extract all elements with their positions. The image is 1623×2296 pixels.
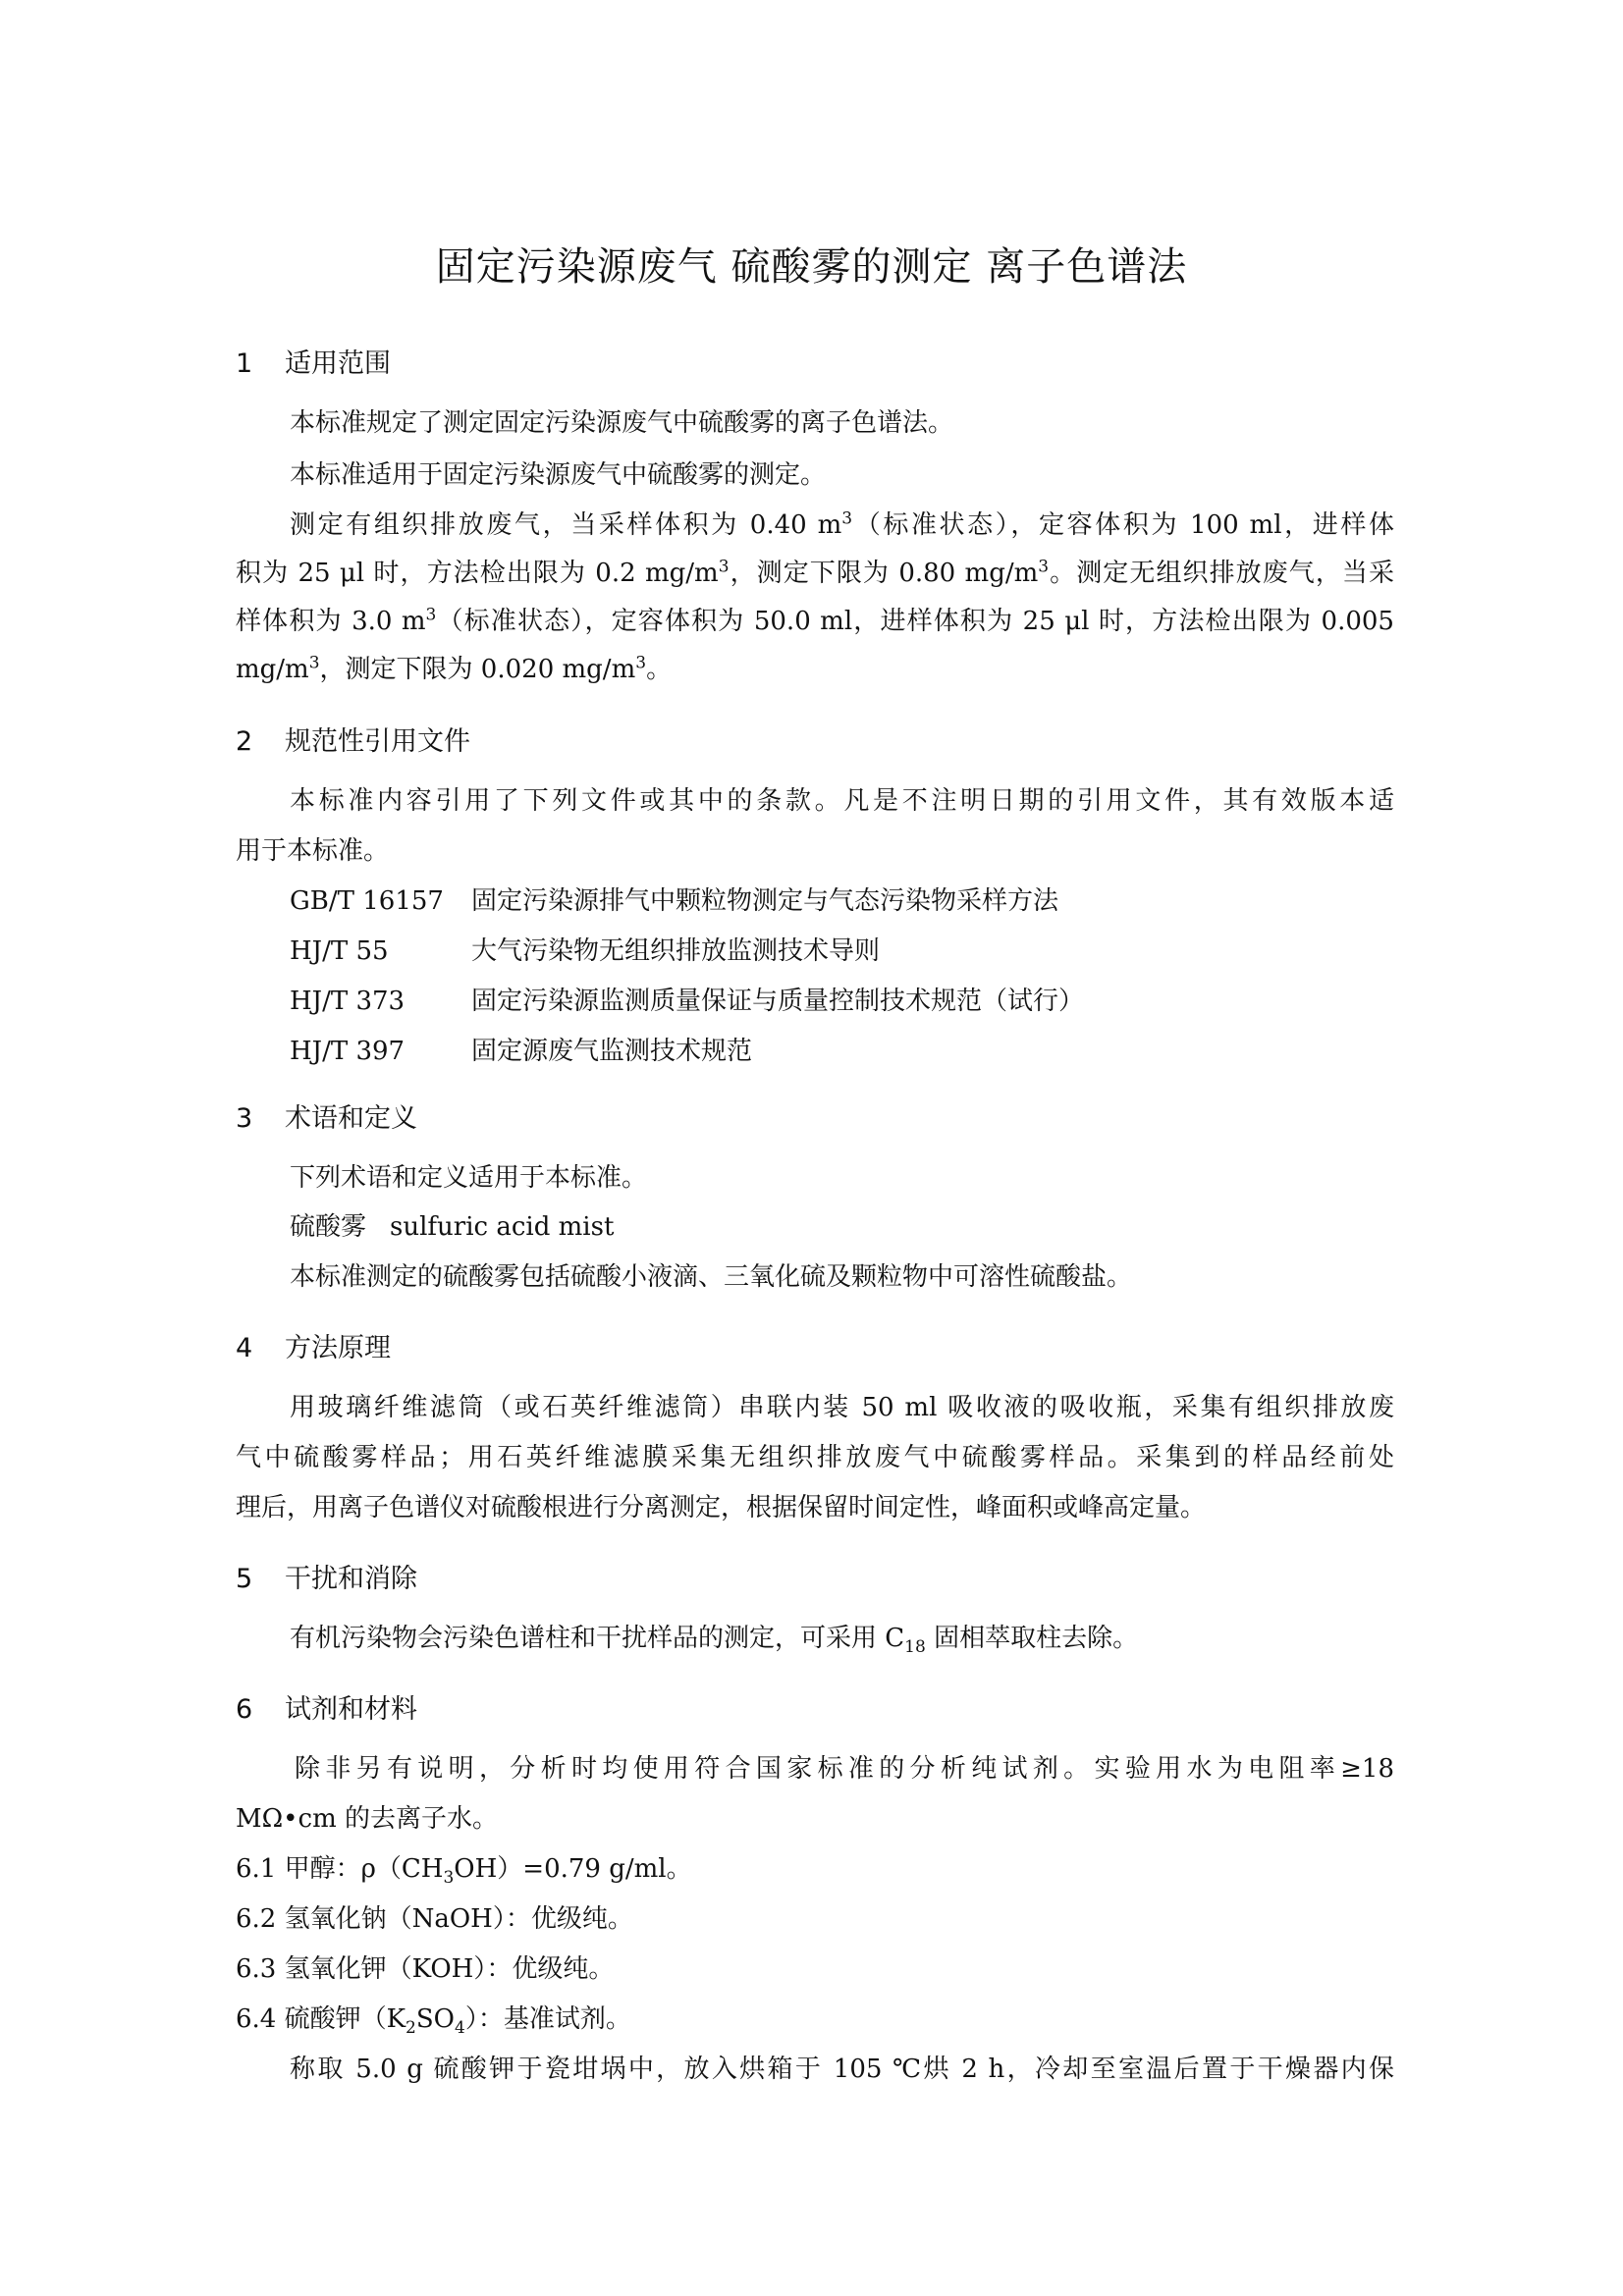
section-number: 6 (236, 1694, 253, 1725)
paragraph-line: 本标准测定的硫酸雾包括硫酸小液滴、三氧化硫及颗粒物中可溶性硫酸盐。 (290, 1262, 1133, 1292)
paragraph-line: $mg/m^3$，测定下限为 0.020 $mg/m^3$。 (236, 653, 673, 684)
section-3-heading (236, 1096, 417, 1135)
paragraph-line: 理后，用离子色谱仪对硫酸根进行分离测定，根据保留时间定性，峰面积或峰高定量。 (236, 1493, 1207, 1522)
paragraph-line: 气中硫酸雾样品；用石英纤维滤膜采集无组织排放废气中硫酸雾样品。采集到的样品经前处 (236, 1443, 1394, 1472)
paragraph-line: 有机污染物会污染色谱柱和干扰样品的测定，可采用 $C_{18}$ 固相萃取柱去除。 (290, 1624, 1139, 1658)
paragraph-line: 称取 5.0 g 硫酸钾于瓷坩埚中，放入烘箱于 105 ℃烘 2 h，冷却至室温后置于干燥器内保 (290, 2055, 1394, 2084)
paragraph-line: 除非另有说明，分析时均使用符合国家标准的分析纯试剂。实验用水为电阻率≥18 (295, 1754, 1394, 1784)
section-title: 规范性引用文件 (285, 726, 470, 757)
section-6-heading (236, 1687, 417, 1726)
paragraph-line: 用于本标准。 (236, 836, 390, 866)
page-title: 固定污染源废气 硫酸雾的测定 离子色谱法 (435, 244, 1188, 290)
term-entry (290, 1206, 1394, 1243)
section-title: 方法原理 (285, 1333, 391, 1363)
paragraph-line: 测定有组织排放废气，当采样体积为 0.40 $m^3$（标准状态），定容体积为 100 ml，进样体 (290, 508, 1394, 540)
reference-item (290, 931, 1394, 967)
section-number: 2 (236, 726, 253, 757)
section-title: 干扰和消除 (285, 1564, 417, 1594)
reference-code: HJ/T 55 (290, 936, 389, 966)
reference-code: GB/T 16157 (290, 886, 444, 916)
term-english: sulfuric acid mist (390, 1212, 615, 1242)
section-1-heading (236, 342, 391, 380)
paragraph-line: 本标准适用于固定污染源废气中硫酸雾的测定。 (290, 460, 827, 490)
section-title: 适用范围 (285, 348, 391, 379)
list-item: 6.4 硫酸钾$(K_2SO_4)$：基准试剂。 (236, 2004, 631, 2039)
section-title: 试剂和材料 (285, 1694, 417, 1725)
section-number: 3 (236, 1103, 253, 1134)
reference-name: 大气污染物无组织排放监测技术导则 (471, 936, 881, 966)
section-title: 术语和定义 (285, 1103, 417, 1134)
reference-name: 固定污染源排气中颗粒物测定与气态污染物采样方法 (471, 886, 1059, 916)
list-item: 6.3 氢氧化钾（KOH）：优级纯。 (236, 1954, 615, 1984)
reference-code: HJ/T 397 (290, 1037, 406, 1066)
term-chinese: 硫酸雾 (290, 1212, 367, 1242)
reference-item (290, 1031, 1394, 1067)
section-2-heading (236, 720, 470, 758)
paragraph-line: 积为 25 μl 时，方法检出限为 0.2 $mg/m^3$，测定下限为 0.80 $mg/m^3$。测定无组织排放废气，当采 (236, 557, 1394, 588)
section-5-heading (236, 1557, 417, 1595)
section-4-heading (236, 1326, 391, 1364)
reference-name: 固定源废气监测技术规范 (471, 1037, 753, 1066)
paragraph-line: 样体积为 3.0 $m^3$（标准状态），定容体积为 50.0 ml，进样体积为 25 μl 时，方法检出限为 0.005 (236, 605, 1394, 636)
list-item: 6.1 甲醇：$\rho(CH_3OH)=0.79$ g/ml。 (236, 1854, 692, 1889)
reference-item (290, 981, 1394, 1017)
reference-item (290, 881, 1394, 917)
paragraph-line: MΩ•cm 的去离子水。 (236, 1804, 498, 1834)
list-item: 6.2 氢氧化钠（NaOH）：优级纯。 (236, 1904, 633, 1934)
section-number: 1 (236, 348, 253, 379)
paragraph-line: 下列术语和定义适用于本标准。 (290, 1163, 648, 1193)
section-number: 4 (236, 1333, 253, 1363)
paragraph-line: 本标准内容引用了下列文件或其中的条款。凡是不注明日期的引用文件，其有效版本适 (290, 786, 1394, 816)
reference-code: HJ/T 373 (290, 987, 406, 1016)
section-number: 5 (236, 1564, 253, 1594)
paragraph-line: 本标准规定了测定固定污染源废气中硫酸雾的离子色谱法。 (290, 408, 954, 438)
reference-name: 固定污染源监测质量保证与质量控制技术规范（试行） (471, 987, 1085, 1016)
paragraph-line: 用玻璃纤维滤筒（或石英纤维滤筒）串联内装 50 ml 吸收液的吸收瓶，采集有组织排放废 (290, 1393, 1394, 1422)
